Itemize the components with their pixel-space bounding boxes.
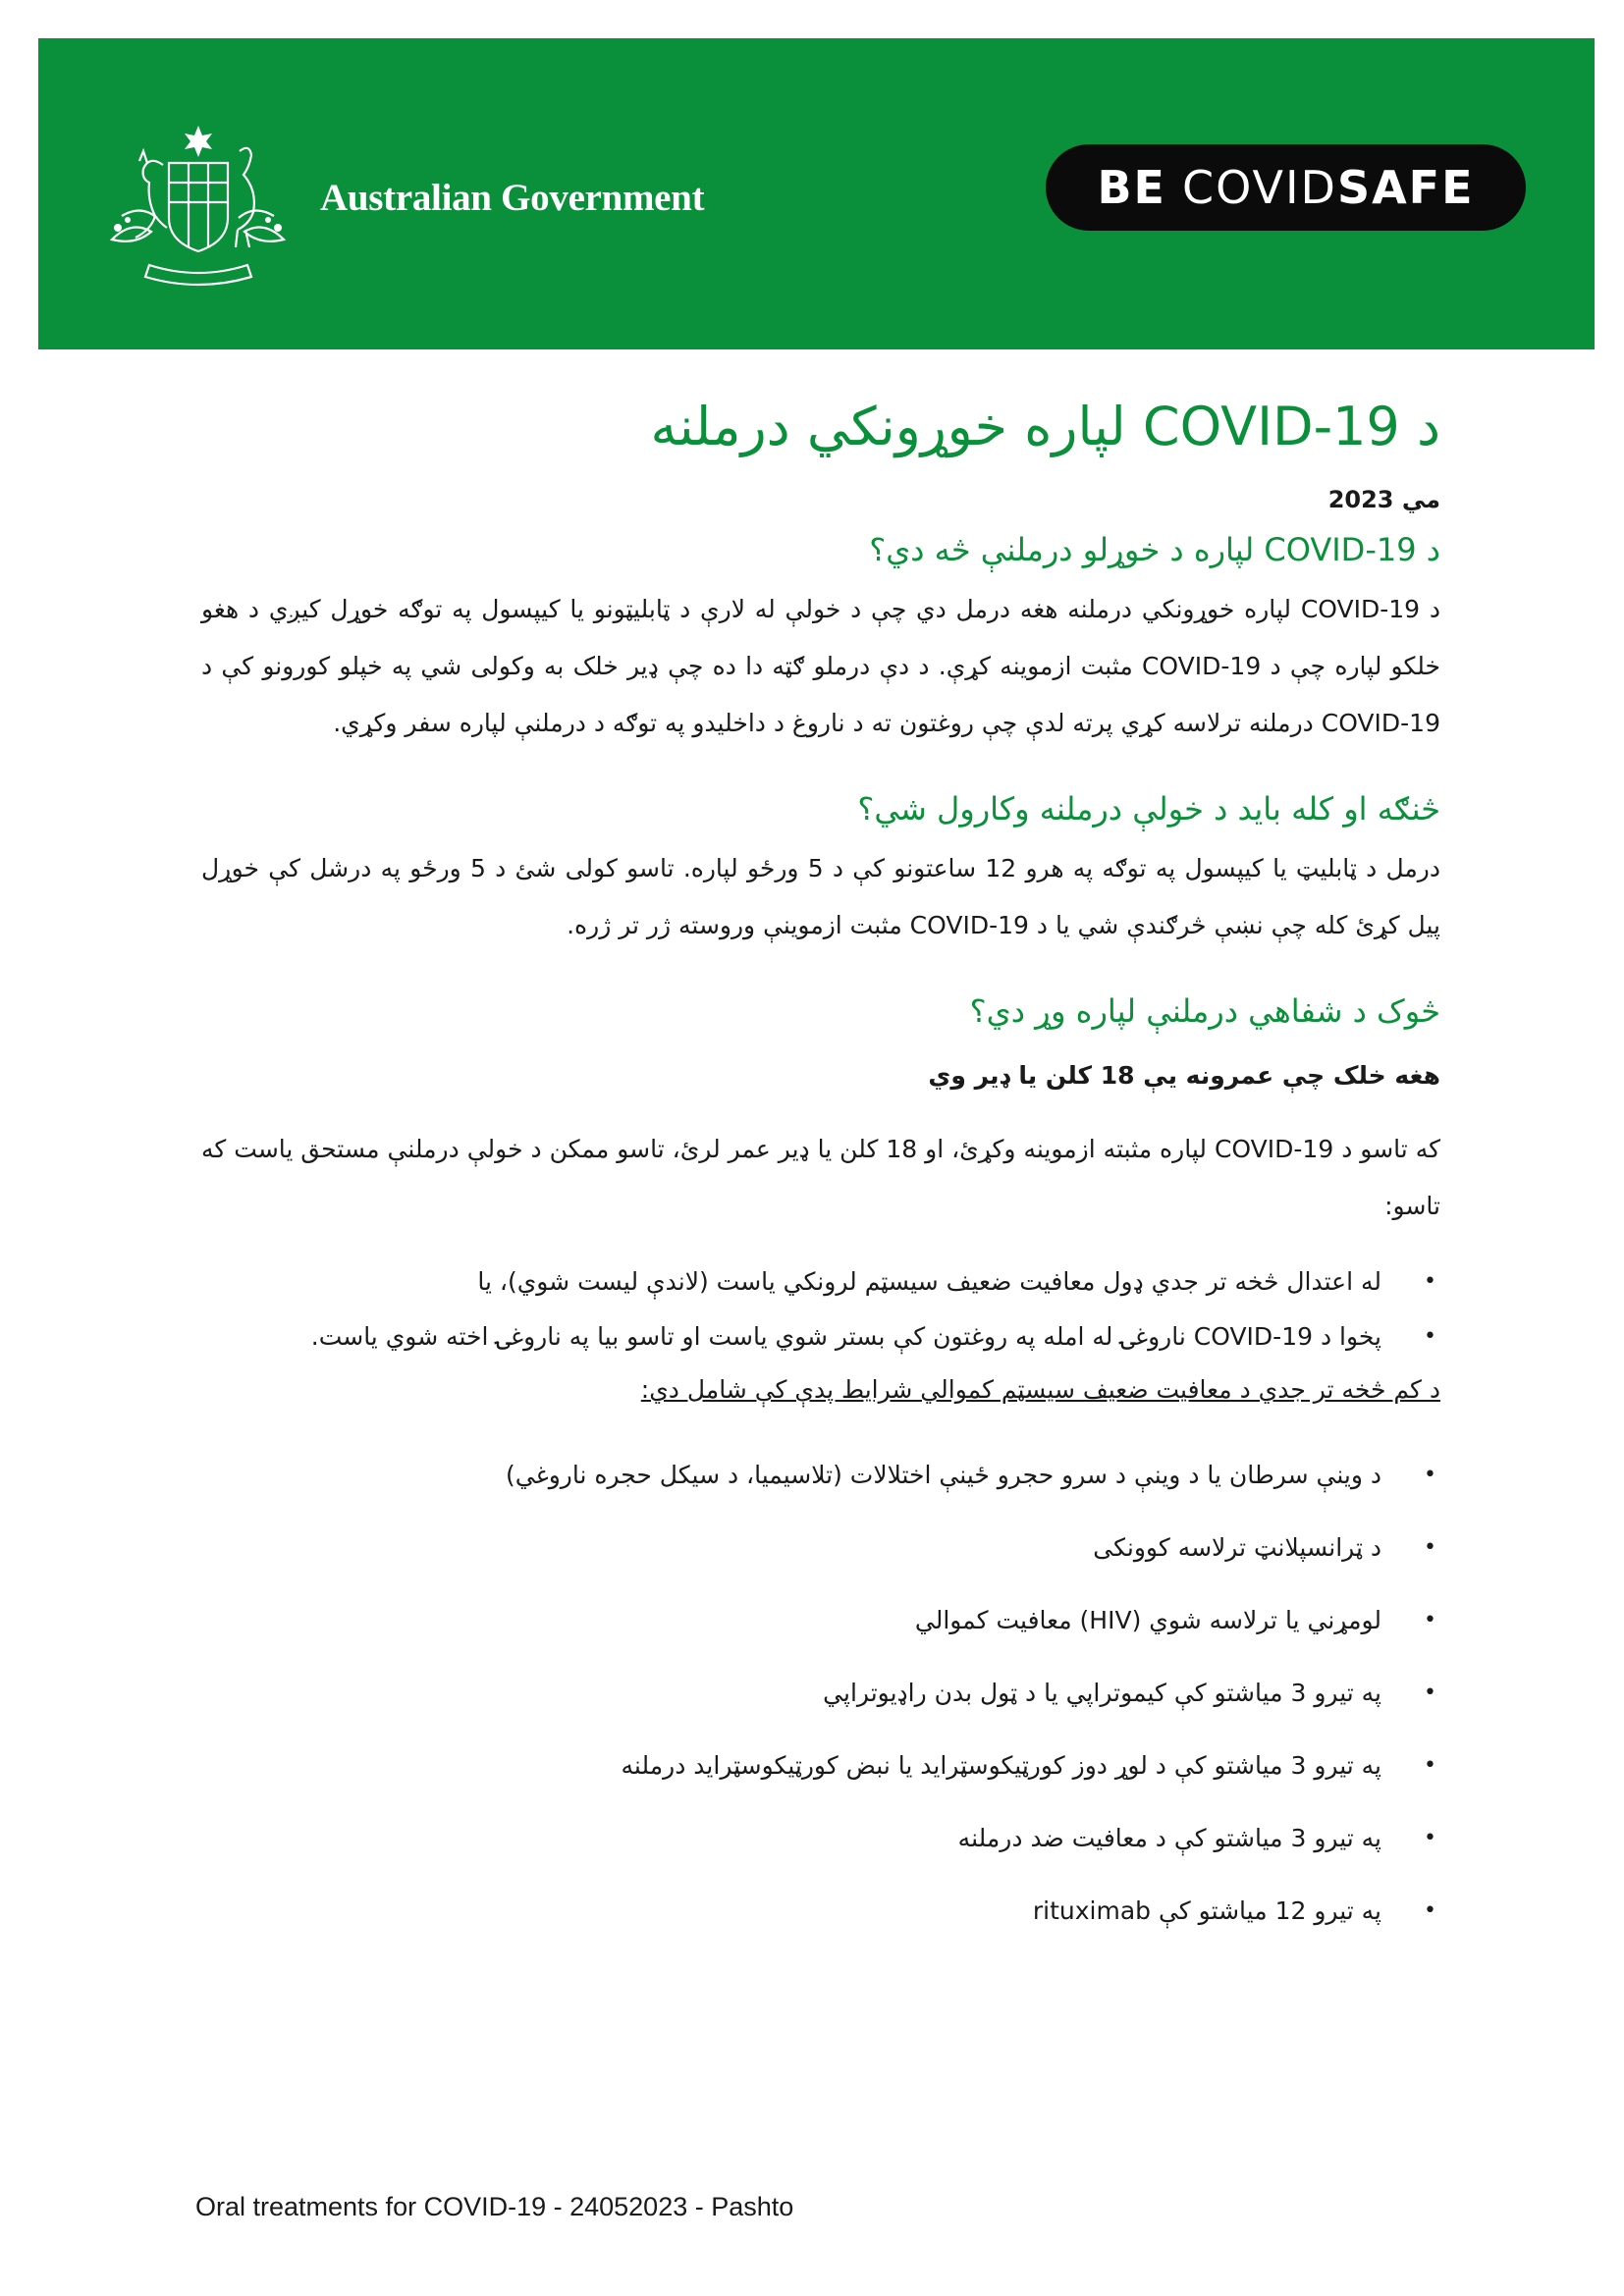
list-item: • په تیرو 3 میاشتو کې د معافیت ضد درملنه [201, 1802, 1381, 1875]
list-item: • په تیرو 3 میاشتو کې د لوړ دوز کورټیکوسټراید یا نبض کورټیکوسټراید درملنه [201, 1730, 1381, 1802]
page-footer: Oral treatments for COVID-19 - 24052023 - Pashto [195, 2192, 794, 2221]
list-item: • لومړني یا ترلاسه شوي (HIV) معافیت کموالي [201, 1584, 1381, 1657]
list-item: • په تیرو 3 میاشتو کې کیموتراپي یا د ټول بدن راډیوتراپي [201, 1657, 1381, 1730]
conditions-list [201, 1439, 1440, 1948]
list-item: • د وینې سرطان یا د وینې د سرو حجرو ځینې اختلالات (تلاسیمیا، د سیکل حجره ناروغي) [201, 1439, 1381, 1512]
publication-date: مي 2023 [1327, 486, 1440, 513]
section-heading-what: د COVID-19 لپاره د خوړلو درملنې څه دي؟ [869, 531, 1440, 568]
eligibility-subheading: هغه خلک چې عمرونه یې 18 کلن یا ډیر وي [928, 1061, 1440, 1090]
list-item: • پخوا د COVID-19 ناروغۍ له امله په روغتون کې بستر شوي یاست او تاسو بیا په ناروغۍ اخته شوي یاست. [201, 1309, 1381, 1364]
badge-part-2: COVID [1181, 161, 1337, 214]
badge-part-1: BE [1097, 161, 1166, 214]
page-title: د COVID-19 لپاره خوړونکي درملنه [650, 396, 1440, 457]
section-heading-eligibility: څوک د شفاهي درملنې لپاره وړ دي؟ [969, 992, 1440, 1030]
government-name: Australian Government [320, 177, 705, 219]
header-banner [38, 38, 1595, 349]
section-heading-how: څنګه او کله باید د خولې درملنه وکارول شي؟ [857, 790, 1440, 828]
list-item: • په تیرو 12 میاشتو کې rituximab [201, 1875, 1381, 1948]
conditions-intro: د کم څخه تر جدي د معافیت ضعیف سیسټم کموالي شرایط پدې کې شامل دي: [640, 1375, 1440, 1404]
eligibility-bullet-list [201, 1255, 1440, 1364]
section-paragraph-how: درمل د ټابلیټ یا کیپسول په توګه په هرو 12 ساعتونو کې د 5 ورځو لپاره. تاسو کولی شئ د 5 ورځو په درشل کې خوړل پیل کړئ کله چې نښې څرګندې شي یا د COVID-19 مثبت ازموینې وروسته ژر تر ژره. [201, 854, 1440, 939]
list-item: • د ټرانسپلانټ ترلاسه کوونکی [201, 1512, 1381, 1584]
section-paragraph-what: د COVID-19 لپاره خوړونکي درملنه هغه درمل دي چې د خولې له لارې د ټابلیټونو یا کیپسول په توګه خوړل کیږي د هغو خلکو لپاره چې د COVID-19 مثبت ازموینه کړې. د دې درملو ګټه دا ده چې ډیر خلک به وکولی شي په خپلو کورونو کې د COVID-19 درملنه ترلاسه کړي پرته لدې چې روغتون ته د ناروغ د داخلیدو په توګه د درملنې لپاره سفر وکړي. [201, 595, 1440, 737]
list-item: • له اعتدال څخه تر جدي ډول معافیت ضعیف سیسټم لرونکي یاست (لاندې لیست شوي)، یا [201, 1255, 1381, 1309]
be-covidsafe-badge [1046, 144, 1526, 231]
eligibility-paragraph: که تاسو د COVID-19 لپاره مثبته ازموینه وکړئ، او 18 کلن یا ډیر عمر لرئ، تاسو ممکن د خولې درملنې مستحق یاست که تاسو: [201, 1135, 1440, 1220]
coat-of-arms-icon [92, 122, 303, 294]
document-body [201, 393, 1440, 1948]
badge-part-3: SAFE [1336, 161, 1475, 214]
